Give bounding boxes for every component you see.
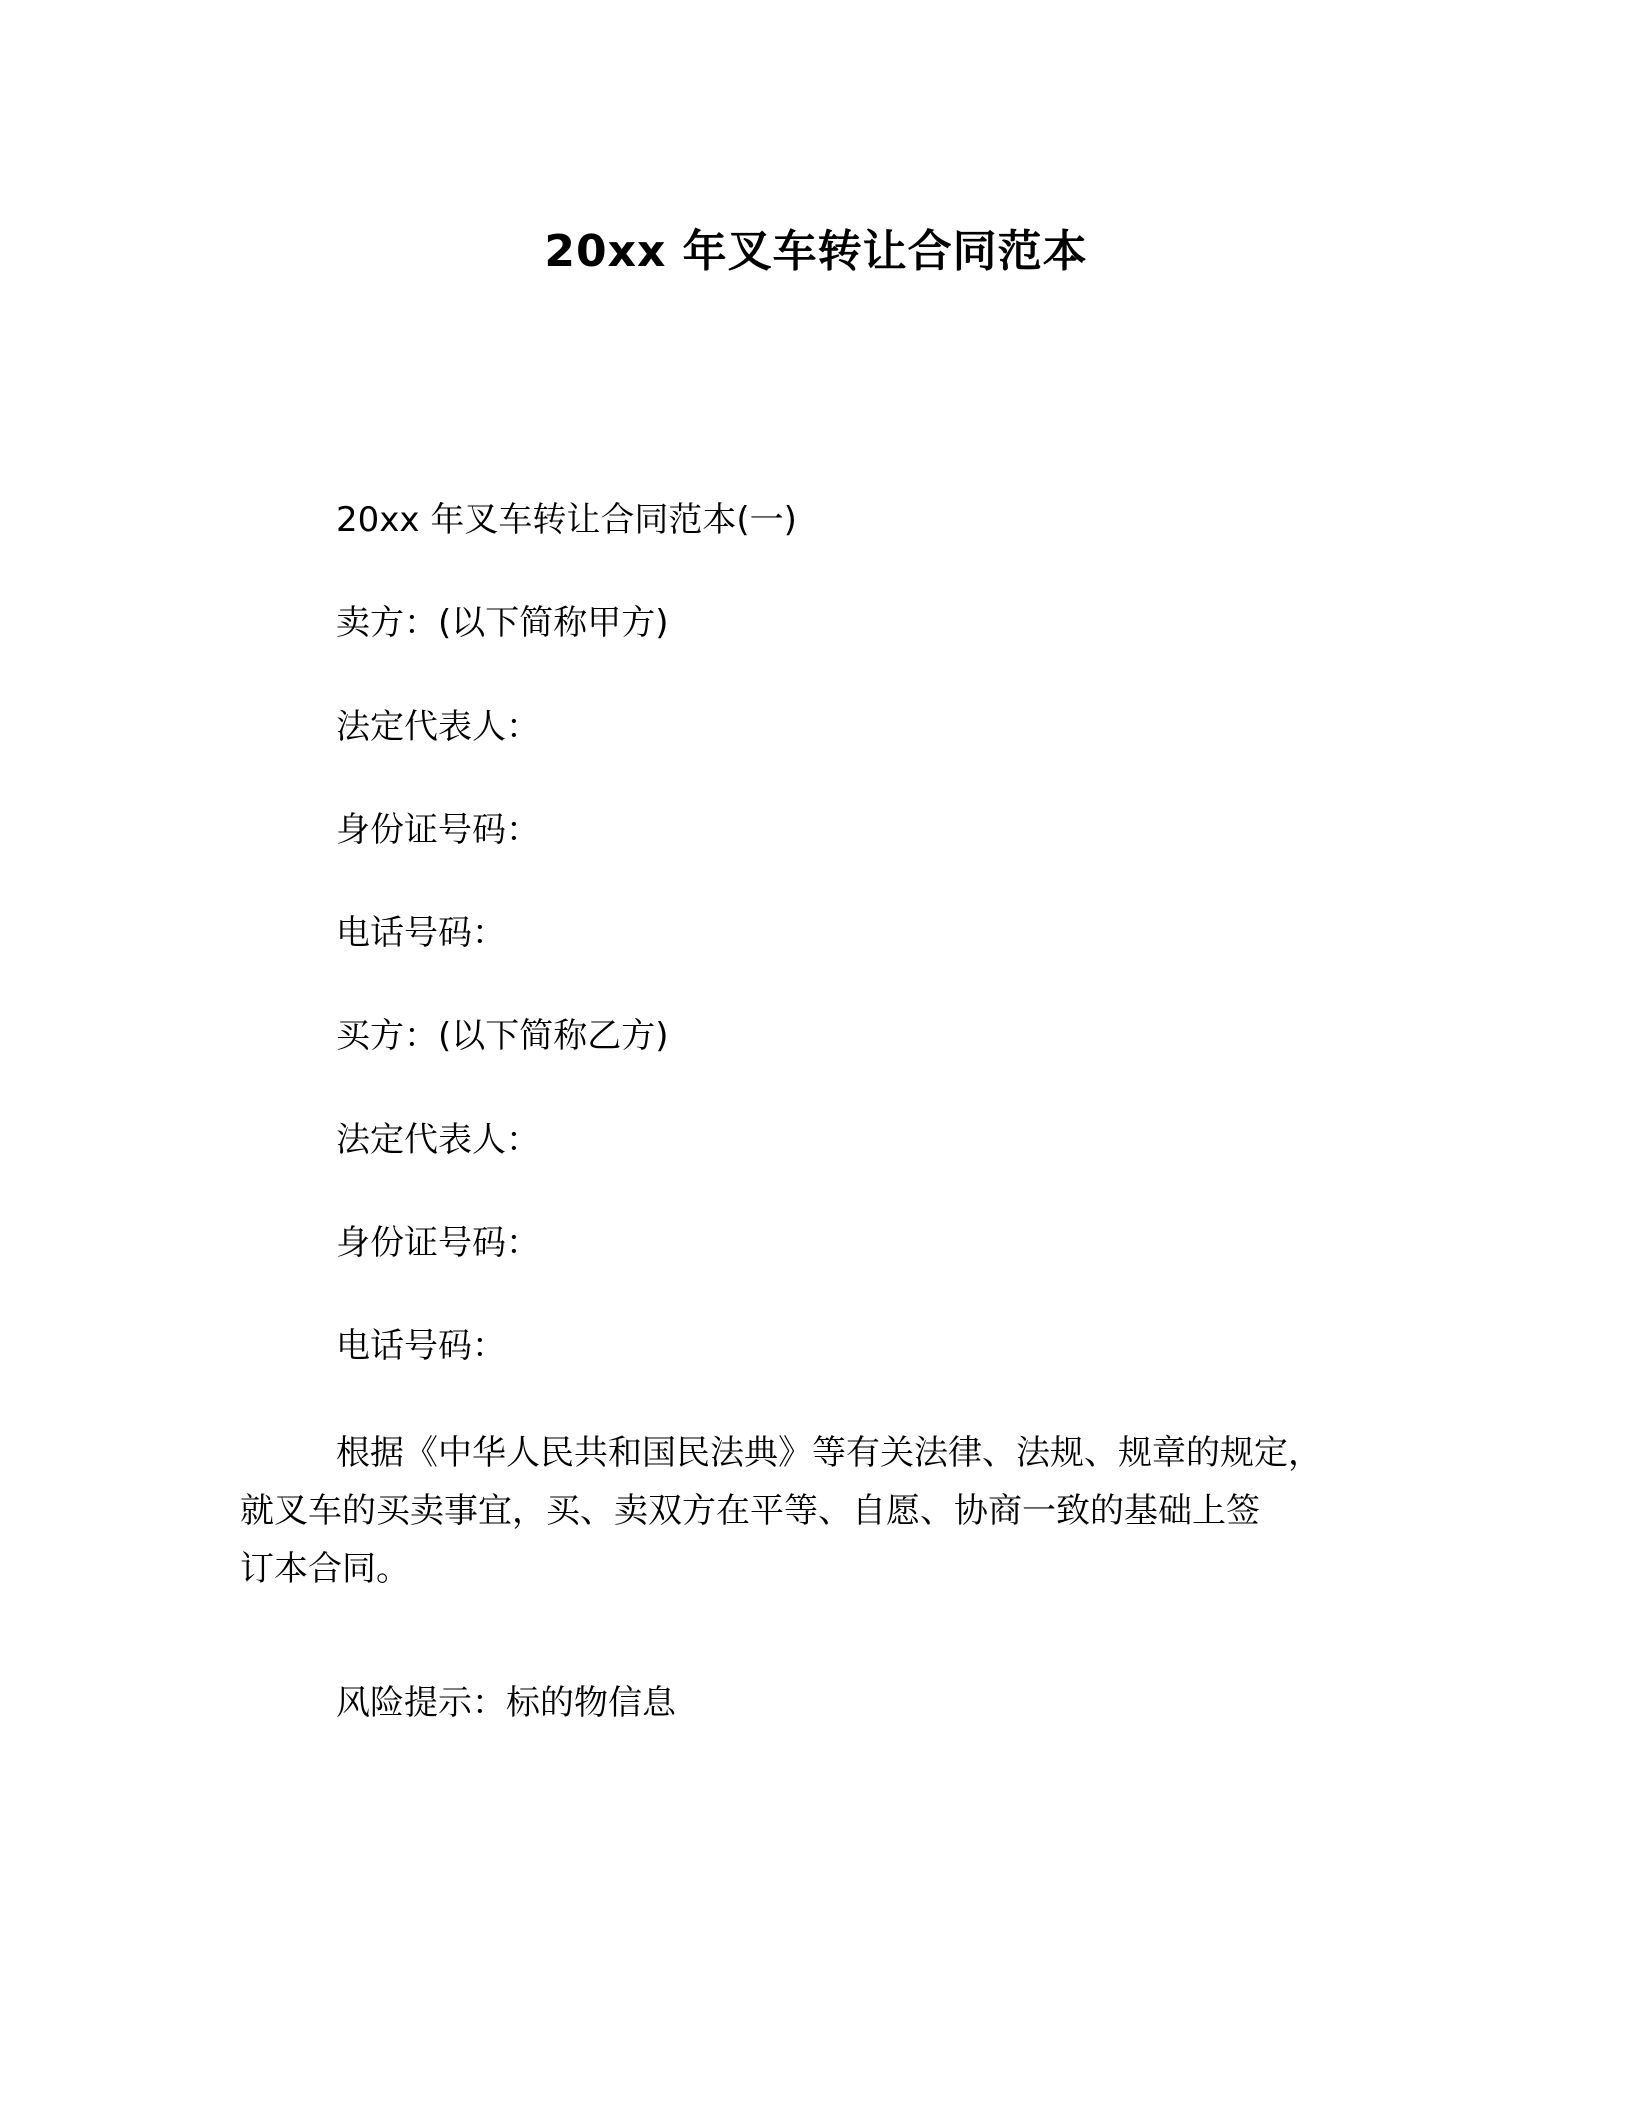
seller-phone-line: 电话号码： (336, 913, 506, 953)
legal-basis-paragraph (240, 1424, 1400, 1598)
seller-legal-rep-line: 法定代表人： (336, 707, 540, 747)
buyer-line: 买方：(以下简称乙方) (336, 1016, 669, 1056)
paragraph-line-3: 订本合同。 (240, 1549, 410, 1589)
subtitle-line: 20xx 年叉车转让合同范本(一) (336, 500, 797, 540)
paragraph-line-1: 根据《中华人民共和国民法典》等有关法律、法规、规章的规定， (336, 1433, 1322, 1473)
paragraph-line-2: 就叉车的买卖事宜，买、卖双方在平等、自愿、协商一致的基础上签 (240, 1491, 1260, 1531)
buyer-legal-rep-line: 法定代表人： (336, 1120, 540, 1160)
seller-id-number-line: 身份证号码： (336, 810, 540, 850)
buyer-phone-line: 电话号码： (336, 1326, 506, 1366)
buyer-id-number-line: 身份证号码： (336, 1223, 540, 1263)
document-title: 20xx 年叉车转让合同范本 (544, 226, 1088, 277)
seller-line: 卖方：(以下简称甲方) (336, 603, 669, 643)
risk-note-line: 风险提示：标的物信息 (336, 1683, 676, 1723)
